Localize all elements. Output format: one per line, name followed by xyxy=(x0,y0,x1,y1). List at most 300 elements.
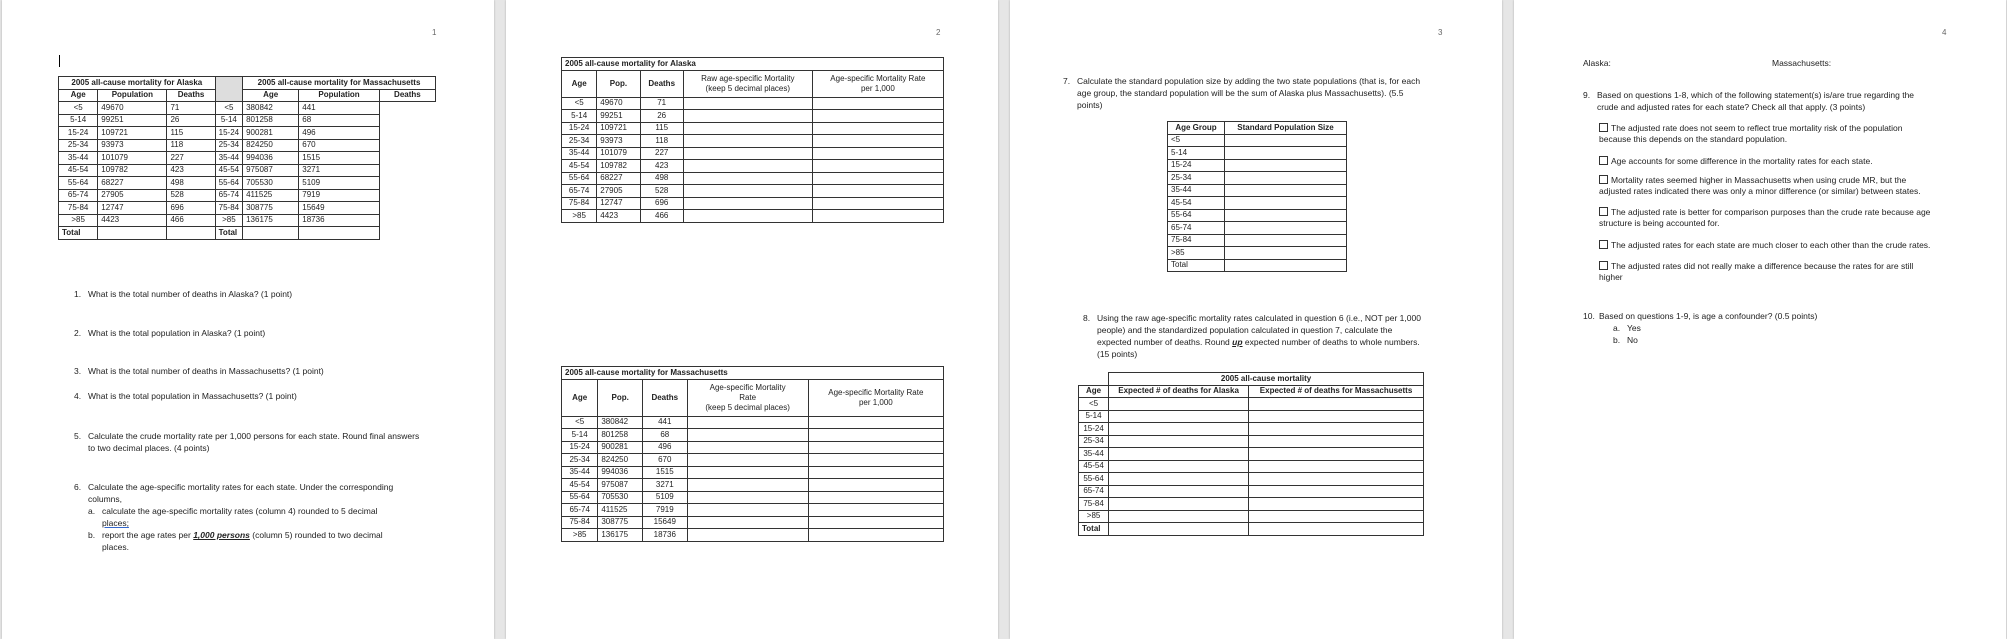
age-cell: 25-34 xyxy=(59,139,98,152)
age-cell: 55-64 xyxy=(562,491,598,504)
question-3: 3. What is the total number of deaths in Massachusetts? (1 point) xyxy=(74,366,324,376)
population-cell: 109782 xyxy=(597,160,640,173)
deaths-cell: 496 xyxy=(642,441,687,454)
age-cell: 45-54 xyxy=(562,160,597,173)
answer-cell[interactable] xyxy=(808,529,943,542)
question-4: 4. What is the total population in Massachusetts? (1 point) xyxy=(74,391,297,401)
table-row xyxy=(59,152,436,165)
answer-cell[interactable] xyxy=(808,491,943,504)
age-cell: 5-14 xyxy=(215,114,242,127)
table-row xyxy=(59,114,436,127)
age-cell: <5 xyxy=(59,102,98,115)
answer-cell[interactable] xyxy=(1225,184,1347,197)
age-cell: >85 xyxy=(1079,510,1109,523)
answer-cell[interactable] xyxy=(687,416,808,429)
age-cell: 45-54 xyxy=(1079,460,1109,473)
table-row xyxy=(562,491,944,504)
total-label: Total xyxy=(1168,259,1225,272)
total-cell[interactable] xyxy=(167,227,215,240)
age-cell: 25-34 xyxy=(1079,435,1109,448)
answer-cell[interactable] xyxy=(1225,134,1347,147)
col-header: Pop. xyxy=(597,70,640,97)
col-header: Expected # of deaths for Massachusetts xyxy=(1249,385,1424,398)
answer-cell[interactable] xyxy=(1225,147,1347,160)
answer-cell[interactable] xyxy=(1225,234,1347,247)
table-row xyxy=(1168,247,1347,260)
answer-cell[interactable] xyxy=(683,122,812,135)
answer-cell[interactable] xyxy=(1249,473,1424,486)
age-cell: 35-44 xyxy=(562,466,598,479)
age-cell: 15-24 xyxy=(59,127,98,140)
answer-cell[interactable] xyxy=(1109,498,1249,511)
age-cell: 25-34 xyxy=(562,454,598,467)
answer-cell[interactable] xyxy=(683,185,812,198)
answer-cell[interactable] xyxy=(1249,498,1424,511)
deaths-cell: 18736 xyxy=(642,529,687,542)
deaths-cell: 71 xyxy=(167,102,215,115)
table-row xyxy=(59,189,436,202)
table-row xyxy=(1168,197,1347,210)
table-row xyxy=(59,127,436,140)
col-header-raw: Age-specific Mortality Rate (keep 5 decimal places) xyxy=(687,379,808,416)
age-cell: <5 xyxy=(1079,398,1109,411)
page-1 xyxy=(2,0,494,639)
answer-cell[interactable] xyxy=(687,454,808,467)
table-row xyxy=(562,416,944,429)
checkbox[interactable] xyxy=(1599,240,1608,249)
age-cell: 45-54 xyxy=(562,479,598,492)
answer-yes[interactable]: a. Yes xyxy=(1613,323,1641,333)
answer-cell[interactable] xyxy=(812,210,943,223)
deaths-cell: 496 xyxy=(299,127,380,140)
option-4[interactable]: The adjusted rate is better for comparison purposes than the crude rate because age structure is being accounted for. xyxy=(1599,207,1931,228)
age-cell: 15-24 xyxy=(1079,423,1109,436)
age-group-cell: <5 xyxy=(1168,134,1225,147)
question-6: 6. Calculate the age-specific mortality rates for each state. Under the corresponding columns, a. calculate the age-specific mortality rates (column 4) rounded to 5 decimal places; b. report the age rates per 1,000 persons (column 5) rounded to two decimal places. xyxy=(74,482,394,552)
answer-cell[interactable] xyxy=(1109,448,1249,461)
answer-cell[interactable] xyxy=(1249,398,1424,411)
alaska-label: Alaska: xyxy=(1583,58,1611,68)
table-row xyxy=(59,177,436,190)
answer-cell[interactable] xyxy=(687,491,808,504)
answer-cell[interactable] xyxy=(1109,485,1249,498)
population-cell: 101079 xyxy=(597,147,640,160)
population-cell: 4423 xyxy=(98,214,167,227)
population-cell: 68227 xyxy=(98,177,167,190)
deaths-cell: 670 xyxy=(642,454,687,467)
col-header: Age Group xyxy=(1168,122,1225,135)
answer-cell[interactable] xyxy=(683,197,812,210)
checkbox[interactable] xyxy=(1599,156,1608,165)
answer-cell[interactable] xyxy=(687,479,808,492)
deaths-cell: 68 xyxy=(642,429,687,442)
table-row xyxy=(59,214,436,227)
age-cell: 65-74 xyxy=(1079,485,1109,498)
age-cell: 35-44 xyxy=(1079,448,1109,461)
answer-cell[interactable] xyxy=(1109,435,1249,448)
answer-cell[interactable] xyxy=(808,479,943,492)
age-cell: 35-44 xyxy=(59,152,98,165)
mass-rate-table xyxy=(561,366,944,542)
age-cell: >85 xyxy=(59,214,98,227)
answer-cell[interactable] xyxy=(812,135,943,148)
deaths-cell: 115 xyxy=(640,122,683,135)
option-1[interactable]: The adjusted rate does not seem to reflect true mortality risk of the population because this depends on the standard population. xyxy=(1599,123,1903,144)
answer-no[interactable]: b. No xyxy=(1613,335,1638,345)
age-cell: >85 xyxy=(215,214,242,227)
table-row xyxy=(1079,485,1424,498)
age-cell: 45-54 xyxy=(215,164,242,177)
answer-cell[interactable] xyxy=(683,110,812,123)
table-row xyxy=(1079,473,1424,486)
population-cell: 411525 xyxy=(243,189,299,202)
answer-cell[interactable] xyxy=(812,172,943,185)
col-header: Age xyxy=(562,379,598,416)
table-row xyxy=(562,197,944,210)
population-cell: 93973 xyxy=(98,139,167,152)
age-cell: 25-34 xyxy=(562,135,597,148)
age-cell: 5-14 xyxy=(59,114,98,127)
option-2[interactable]: Age accounts for some difference in the mortality rates for each state. xyxy=(1599,156,1873,167)
question-2: 2. What is the total population in Alaska? (1 point) xyxy=(74,328,266,338)
population-cell: 99251 xyxy=(98,114,167,127)
deaths-cell: 68 xyxy=(299,114,380,127)
table-row xyxy=(59,102,436,115)
population-cell: 801258 xyxy=(243,114,299,127)
table-row xyxy=(1079,498,1424,511)
age-cell: 55-64 xyxy=(1079,473,1109,486)
total-cell[interactable] xyxy=(243,227,299,240)
answer-cell[interactable] xyxy=(1249,410,1424,423)
mass-rate-title: 2005 all-cause mortality for Massachusetts xyxy=(562,367,944,380)
answer-cell[interactable] xyxy=(808,416,943,429)
deaths-cell: 227 xyxy=(640,147,683,160)
answer-cell[interactable] xyxy=(683,160,812,173)
answer-cell[interactable] xyxy=(1249,435,1424,448)
table-row xyxy=(562,160,944,173)
age-group-cell: 15-24 xyxy=(1168,159,1225,172)
table-row xyxy=(1168,134,1347,147)
age-group-cell: 55-64 xyxy=(1168,209,1225,222)
age-group-cell: >85 xyxy=(1168,247,1225,260)
answer-cell[interactable] xyxy=(1249,460,1424,473)
table-row xyxy=(1079,448,1424,461)
answer-cell[interactable] xyxy=(808,466,943,479)
answer-cell[interactable] xyxy=(1249,423,1424,436)
deaths-cell: 423 xyxy=(167,164,215,177)
table-row xyxy=(562,122,944,135)
checkbox[interactable] xyxy=(1599,207,1608,216)
age-cell: 65-74 xyxy=(59,189,98,202)
answer-cell[interactable] xyxy=(808,454,943,467)
col-header-raw: Raw age-specific Mortality (keep 5 decimal places) xyxy=(683,70,812,97)
deaths-cell: 26 xyxy=(167,114,215,127)
answer-cell[interactable] xyxy=(683,210,812,223)
answer-cell[interactable] xyxy=(1109,423,1249,436)
age-cell: 65-74 xyxy=(562,185,597,198)
table-row xyxy=(59,202,436,215)
population-cell: 824250 xyxy=(243,139,299,152)
population-cell: 12747 xyxy=(98,202,167,215)
population-cell: 411525 xyxy=(598,504,643,517)
table-row xyxy=(562,516,944,529)
table-row xyxy=(562,529,944,542)
population-cell: 824250 xyxy=(598,454,643,467)
deaths-cell: 18736 xyxy=(299,214,380,227)
alaska-rate-title: 2005 all-cause mortality for Alaska xyxy=(562,58,944,71)
answer-cell[interactable] xyxy=(812,160,943,173)
deaths-cell: 118 xyxy=(167,139,215,152)
deaths-cell: 15649 xyxy=(642,516,687,529)
answer-cell[interactable] xyxy=(687,466,808,479)
population-cell: 994036 xyxy=(598,466,643,479)
answer-cell[interactable] xyxy=(683,135,812,148)
answer-cell[interactable] xyxy=(1109,510,1249,523)
answer-cell[interactable] xyxy=(1249,448,1424,461)
mass-table-title: 2005 all-cause mortality for Massachusetts xyxy=(243,77,436,90)
question-5: 5. Calculate the crude mortality rate per 1,000 persons for each state. Round final answers to two decimal places. (4 points) xyxy=(74,431,420,453)
table-row xyxy=(562,185,944,198)
population-cell: 136175 xyxy=(243,214,299,227)
deaths-cell: 528 xyxy=(167,189,215,202)
page1-mortality-table xyxy=(58,76,436,240)
col-header: Population xyxy=(299,89,380,102)
deaths-cell: 423 xyxy=(640,160,683,173)
table-row xyxy=(59,139,436,152)
question-9: 9. Based on questions 1-8, which of the following statement(s) is/are true regarding the crude and adjusted rates for each state? Check all that apply. (3 points) xyxy=(1583,90,1915,112)
answer-cell[interactable] xyxy=(683,97,812,110)
answer-cell[interactable] xyxy=(1109,460,1249,473)
population-cell: 900281 xyxy=(598,441,643,454)
col-header: Pop. xyxy=(598,379,643,416)
col-header: Expected # of deaths for Alaska xyxy=(1109,385,1249,398)
table-row xyxy=(562,172,944,185)
total-label: Total xyxy=(215,227,242,240)
answer-cell[interactable] xyxy=(683,172,812,185)
age-cell: 55-64 xyxy=(215,177,242,190)
answer-cell[interactable] xyxy=(1109,473,1249,486)
population-cell: 27905 xyxy=(98,189,167,202)
age-group-cell: 45-54 xyxy=(1168,197,1225,210)
question-7: 7. Calculate the standard population size by adding the two state populations (that is, for each age group, the standard population will be the sum of Alaska plus Massachusetts). (5.5 points) xyxy=(1063,76,1421,110)
table-row xyxy=(1079,410,1424,423)
population-cell: 49670 xyxy=(597,97,640,110)
age-cell: 75-84 xyxy=(1079,498,1109,511)
population-cell: 380842 xyxy=(243,102,299,115)
table-row xyxy=(1079,398,1424,411)
table-row xyxy=(1079,510,1424,523)
answer-cell[interactable] xyxy=(812,147,943,160)
population-cell: 975087 xyxy=(243,164,299,177)
answer-cell[interactable] xyxy=(808,504,943,517)
col-header: Age xyxy=(243,89,299,102)
answer-cell[interactable] xyxy=(1225,247,1347,260)
table-row xyxy=(562,97,944,110)
answer-cell[interactable] xyxy=(1109,410,1249,423)
option-6[interactable]: The adjusted rates did not really make a difference because the rates for are still higher xyxy=(1599,261,1914,282)
alaska-rate-table xyxy=(561,57,944,223)
age-group-cell: 25-34 xyxy=(1168,172,1225,185)
deaths-cell: 26 xyxy=(640,110,683,123)
deaths-cell: 3271 xyxy=(642,479,687,492)
table-row xyxy=(1168,159,1347,172)
population-cell: 93973 xyxy=(597,135,640,148)
deaths-cell: 466 xyxy=(167,214,215,227)
answer-cell[interactable] xyxy=(1109,523,1249,536)
answer-cell[interactable] xyxy=(687,441,808,454)
col-header: Deaths xyxy=(640,70,683,97)
deaths-cell: 1515 xyxy=(299,152,380,165)
table-row xyxy=(1079,460,1424,473)
deaths-cell: 71 xyxy=(640,97,683,110)
answer-cell[interactable] xyxy=(808,441,943,454)
question-10: 10. Based on questions 1-9, is age a confounder? (0.5 points) a. Yes b. No xyxy=(1583,311,1818,345)
answer-cell[interactable] xyxy=(1225,172,1347,185)
age-cell: 25-34 xyxy=(215,139,242,152)
col-header: Population xyxy=(98,89,167,102)
deaths-cell: 441 xyxy=(642,416,687,429)
population-cell: 136175 xyxy=(598,529,643,542)
deaths-cell: 696 xyxy=(640,197,683,210)
table-separator xyxy=(215,77,242,102)
deaths-cell: 118 xyxy=(640,135,683,148)
checkbox[interactable] xyxy=(1599,261,1608,270)
population-cell: 308775 xyxy=(598,516,643,529)
col-header-rate: Age-specific Mortality Rate per 1,000 xyxy=(812,70,943,97)
col-header: Deaths xyxy=(642,379,687,416)
col-header: Age xyxy=(562,70,597,97)
option-5[interactable]: The adjusted rates for each state are much closer to each other than the crude rates. xyxy=(1599,240,1930,251)
total-cell[interactable] xyxy=(299,227,380,240)
page-number: 2 xyxy=(936,28,941,37)
deaths-cell: 498 xyxy=(640,172,683,185)
answer-cell[interactable] xyxy=(1225,197,1347,210)
answer-cell[interactable] xyxy=(1249,510,1424,523)
table-row xyxy=(1168,184,1347,197)
age-cell: 35-44 xyxy=(215,152,242,165)
deaths-cell: 115 xyxy=(167,127,215,140)
age-cell: 5-14 xyxy=(562,429,598,442)
page-number: 4 xyxy=(1942,28,1947,37)
page-4 xyxy=(1514,0,2006,639)
answer-cell[interactable] xyxy=(1249,523,1424,536)
answer-cell[interactable] xyxy=(812,110,943,123)
page-number: 1 xyxy=(432,28,437,37)
table-row xyxy=(562,479,944,492)
answer-cell[interactable] xyxy=(687,429,808,442)
population-cell: 801258 xyxy=(598,429,643,442)
deaths-cell: 670 xyxy=(299,139,380,152)
answer-cell[interactable] xyxy=(1225,209,1347,222)
answer-cell[interactable] xyxy=(808,429,943,442)
total-label: Total xyxy=(59,227,98,240)
deaths-cell: 466 xyxy=(640,210,683,223)
population-cell: 27905 xyxy=(597,185,640,198)
answer-cell[interactable] xyxy=(1249,485,1424,498)
total-cell[interactable] xyxy=(98,227,167,240)
answer-cell[interactable] xyxy=(812,185,943,198)
table-row xyxy=(562,210,944,223)
deaths-cell: 7919 xyxy=(299,189,380,202)
age-cell: <5 xyxy=(562,416,598,429)
option-3[interactable]: Mortality rates seemed higher in Massachusetts when using crude MR, but the adjusted rates indicated there was only a minor difference (or similar) between states. xyxy=(1599,175,1921,196)
deaths-cell: 441 xyxy=(299,102,380,115)
answer-cell[interactable] xyxy=(1225,259,1347,272)
age-cell: 15-24 xyxy=(215,127,242,140)
answer-cell[interactable] xyxy=(812,97,943,110)
population-cell: 12747 xyxy=(597,197,640,210)
population-cell: 68227 xyxy=(597,172,640,185)
expected-table-title: 2005 all-cause mortality xyxy=(1109,373,1424,386)
population-cell: 101079 xyxy=(98,152,167,165)
deaths-cell: 3271 xyxy=(299,164,380,177)
age-cell: 55-64 xyxy=(59,177,98,190)
age-cell: >85 xyxy=(562,529,598,542)
population-cell: 308775 xyxy=(243,202,299,215)
answer-cell[interactable] xyxy=(812,122,943,135)
age-group-cell: 35-44 xyxy=(1168,184,1225,197)
table-row xyxy=(1168,234,1347,247)
population-cell: 975087 xyxy=(598,479,643,492)
table-row xyxy=(1168,172,1347,185)
question-8: 8. Using the raw age-specific mortality rates calculated in question 6 (i.e., NOT per 1,000 people) and the standardized population calculated in question 7, calculate the expected number of deaths. Round up expected number of deaths to whole numbers. (15 points) xyxy=(1083,313,1421,359)
page-number: 3 xyxy=(1438,28,1443,37)
answer-cell[interactable] xyxy=(687,504,808,517)
table-row xyxy=(562,110,944,123)
answer-cell[interactable] xyxy=(683,147,812,160)
page-2 xyxy=(506,0,998,639)
age-cell: 35-44 xyxy=(562,147,597,160)
population-cell: 109721 xyxy=(98,127,167,140)
answer-cell[interactable] xyxy=(1225,222,1347,235)
checkbox[interactable] xyxy=(1599,123,1608,132)
answer-cell[interactable] xyxy=(687,529,808,542)
age-cell: 75-84 xyxy=(562,516,598,529)
deaths-cell: 5109 xyxy=(299,177,380,190)
population-cell: 109782 xyxy=(98,164,167,177)
population-cell: 49670 xyxy=(98,102,167,115)
answer-cell[interactable] xyxy=(687,516,808,529)
answer-cell[interactable] xyxy=(812,197,943,210)
answer-cell[interactable] xyxy=(1225,159,1347,172)
table-row xyxy=(562,441,944,454)
age-cell: 15-24 xyxy=(562,441,598,454)
expected-deaths-table xyxy=(1078,372,1424,536)
answer-cell[interactable] xyxy=(1109,398,1249,411)
age-cell: <5 xyxy=(562,97,597,110)
table-row xyxy=(59,164,436,177)
age-cell: 75-84 xyxy=(562,197,597,210)
population-cell: 99251 xyxy=(597,110,640,123)
age-cell: 15-24 xyxy=(562,122,597,135)
population-cell: 109721 xyxy=(597,122,640,135)
deaths-cell: 7919 xyxy=(642,504,687,517)
age-cell: <5 xyxy=(215,102,242,115)
deaths-cell: 696 xyxy=(167,202,215,215)
age-cell: 75-84 xyxy=(215,202,242,215)
table-row xyxy=(1079,423,1424,436)
age-cell: 5-14 xyxy=(1079,410,1109,423)
checkbox[interactable] xyxy=(1599,175,1608,184)
population-cell: 705530 xyxy=(243,177,299,190)
table-row xyxy=(562,147,944,160)
age-group-cell: 75-84 xyxy=(1168,234,1225,247)
population-cell: 705530 xyxy=(598,491,643,504)
answer-cell[interactable] xyxy=(808,516,943,529)
col-header: Standard Population Size xyxy=(1225,122,1347,135)
standard-population-table xyxy=(1167,121,1347,272)
col-header: Deaths xyxy=(167,89,215,102)
